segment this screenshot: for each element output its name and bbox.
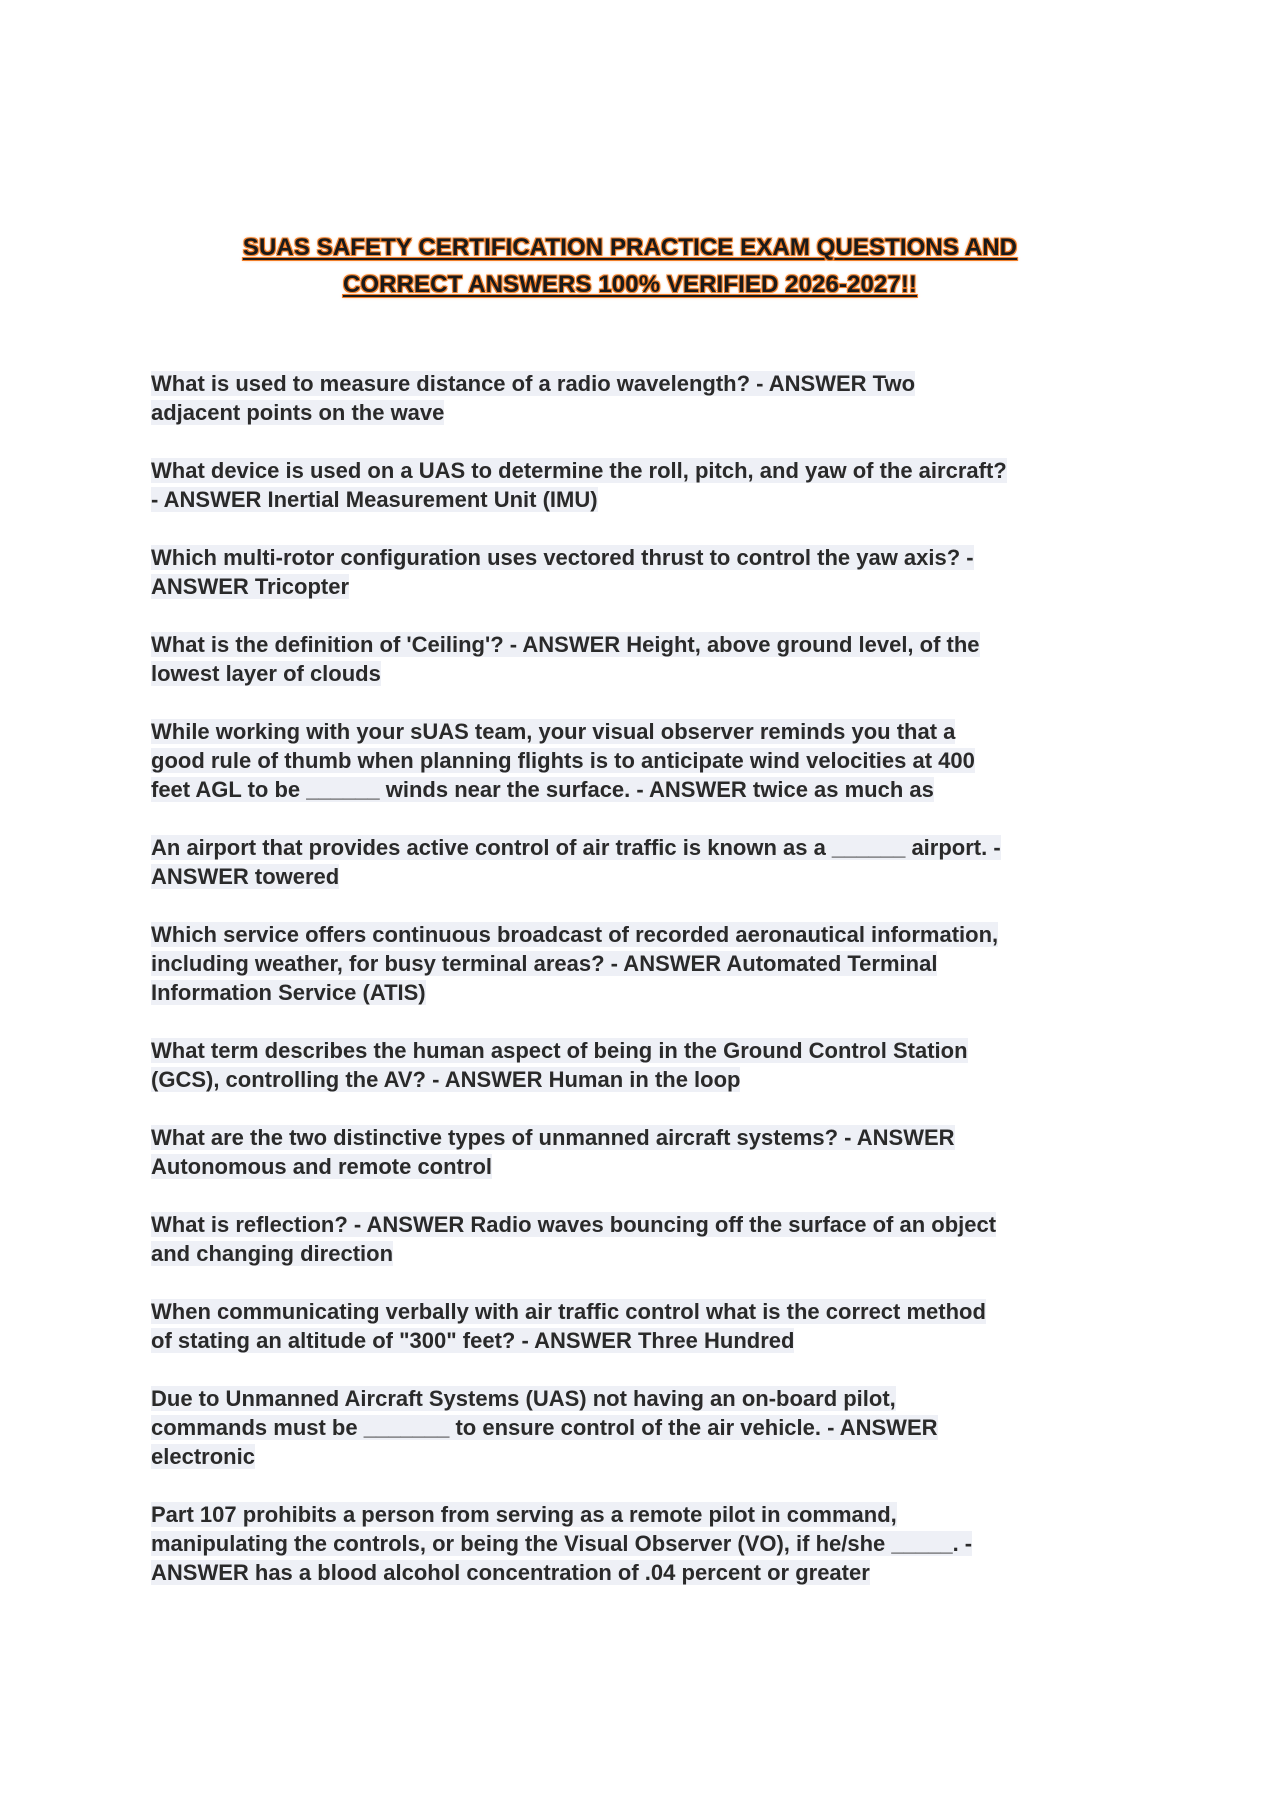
- qa-line: of stating an altitude of "300" feet? - ANSWER Three Hundred: [151, 1328, 795, 1353]
- qa-line: (GCS), controlling the AV? - ANSWER Human in the loop: [151, 1067, 741, 1092]
- qa-item: [151, 833, 1141, 891]
- qa-line: What is the definition of 'Ceiling'? - ANSWER Height, above ground level, of the: [151, 632, 980, 657]
- qa-line: An airport that provides active control of air traffic is known as a ______ airport. -: [151, 835, 1001, 860]
- qa-line: What are the two distinctive types of unmanned aircraft systems? - ANSWER: [151, 1125, 955, 1150]
- qa-line: Due to Unmanned Aircraft Systems (UAS) not having an on-board pilot,: [151, 1386, 896, 1411]
- document-title: [150, 229, 1110, 303]
- qa-line: ANSWER has a blood alcohol concentration of .04 percent or greater: [151, 1560, 870, 1585]
- qa-item: [151, 369, 1141, 427]
- qa-line: including weather, for busy terminal areas? - ANSWER Automated Terminal: [151, 951, 938, 976]
- qa-line: commands must be _______ to ensure control of the air vehicle. - ANSWER: [151, 1415, 938, 1440]
- qa-line: What is reflection? - ANSWER Radio waves bouncing off the surface of an object: [151, 1212, 997, 1237]
- qa-item: [151, 456, 1141, 514]
- qa-line: Information Service (ATIS): [151, 980, 426, 1005]
- qa-line: What device is used on a UAS to determine the roll, pitch, and yaw of the aircraft?: [151, 458, 1007, 483]
- qa-line: and changing direction: [151, 1241, 394, 1266]
- qa-line: - ANSWER Inertial Measurement Unit (IMU): [151, 487, 598, 512]
- qa-line: ANSWER Tricopter: [151, 574, 350, 599]
- qa-item: [151, 1210, 1141, 1268]
- qa-item: [151, 717, 1141, 804]
- qa-item: [151, 1297, 1141, 1355]
- qa-line: ANSWER towered: [151, 864, 340, 889]
- qa-line: What is used to measure distance of a radio wavelength? - ANSWER Two: [151, 371, 916, 396]
- qa-line: Which service offers continuous broadcast of recorded aeronautical information,: [151, 922, 999, 947]
- qa-line: Which multi-rotor configuration uses vectored thrust to control the yaw axis? -: [151, 545, 974, 570]
- qa-item: [151, 920, 1141, 1007]
- qa-line: lowest layer of clouds: [151, 661, 381, 686]
- qa-item: [151, 1123, 1141, 1181]
- qa-line: When communicating verbally with air traffic control what is the correct method: [151, 1299, 986, 1324]
- qa-line: electronic: [151, 1444, 255, 1469]
- qa-line: good rule of thumb when planning flights is to anticipate wind velocities at 400: [151, 748, 975, 773]
- qa-line: adjacent points on the wave: [151, 400, 445, 425]
- qa-list: [151, 369, 1141, 1616]
- qa-item: [151, 1384, 1141, 1471]
- title-line: CORRECT ANSWERS 100% VERIFIED 2026-2027!!: [342, 271, 918, 298]
- qa-line: While working with your sUAS team, your visual observer reminds you that a: [151, 719, 956, 744]
- title-line: SUAS SAFETY CERTIFICATION PRACTICE EXAM QUESTIONS AND: [242, 234, 1018, 261]
- qa-item: [151, 543, 1141, 601]
- qa-line: manipulating the controls, or being the Visual Observer (VO), if he/she _____. -: [151, 1531, 973, 1556]
- qa-item: [151, 1500, 1141, 1587]
- qa-line: Part 107 prohibits a person from serving as a remote pilot in command,: [151, 1502, 897, 1527]
- qa-line: feet AGL to be ______ winds near the surface. - ANSWER twice as much as: [151, 777, 934, 802]
- qa-line: What term describes the human aspect of being in the Ground Control Station: [151, 1038, 968, 1063]
- qa-line: Autonomous and remote control: [151, 1154, 492, 1179]
- qa-item: [151, 1036, 1141, 1094]
- qa-item: [151, 630, 1141, 688]
